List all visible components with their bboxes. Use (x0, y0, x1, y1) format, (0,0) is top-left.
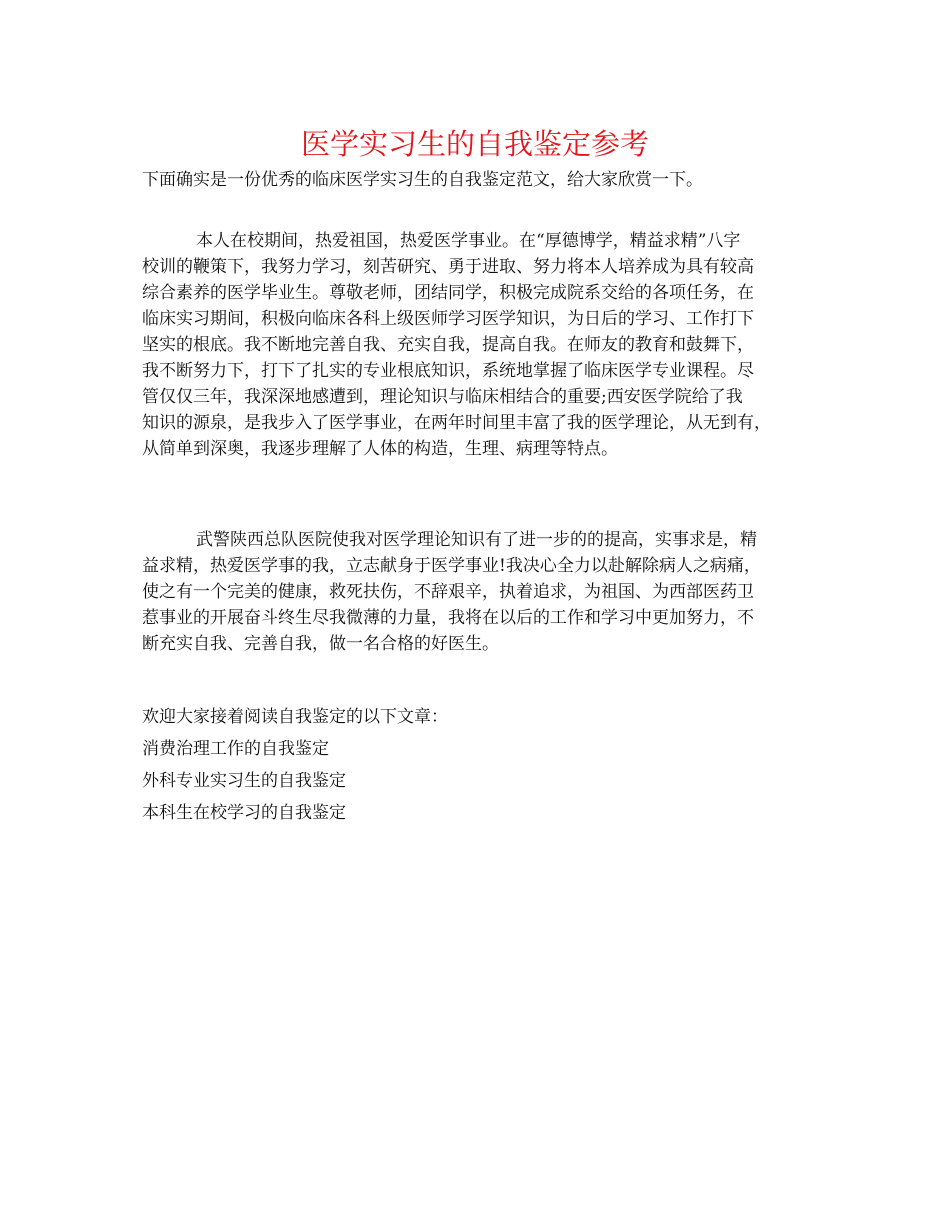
document-title: 医学实习生的自我鉴定参考 (300, 127, 649, 161)
paragraph2-line: 断充实自我、完善自我，做一名合格的好医生。 (142, 634, 499, 654)
related-link[interactable]: 消费治理工作的自我鉴定 (142, 739, 329, 759)
paragraph1-line: 管仅仅三年，我深深地感遭到，理论知识与临床相结合的重要;西安医学院给了我 (142, 387, 743, 407)
paragraph1-line: 临床实习期间，积极向临床各科上级医师学习医学知识，为日后的学习、工作打下 (142, 309, 754, 329)
paragraph1-line: 坚实的根底。我不断地完善自我、充实自我，提高自我。在师友的教育和鼓舞下， (142, 335, 754, 355)
paragraph1-line: 综合素养的医学毕业生。尊敬老师，团结同学，积极完成院系交给的各项任务，在 (142, 283, 754, 303)
paragraph1-line: 从简单到深奥，我逐步理解了人体的构造，生理、病理等特点。 (142, 439, 618, 459)
intro-line: 下面确实是一份优秀的临床医学实习生的自我鉴定范文，给大家欣赏一下。 (142, 170, 703, 190)
related-link[interactable]: 本科生在校学习的自我鉴定 (142, 803, 346, 823)
paragraph2-line: 益求精，热爱医学事的我，立志献身于医学事业!我决心全力以赴解除病人之病痛， (142, 556, 761, 576)
paragraph1-line: 我不断努力下，打下了扎实的专业根底知识，系统地掌握了临床医学专业课程。尽 (142, 361, 754, 381)
paragraph2-line: 武警陕西总队医院使我对医学理论知识有了进一步的的提高，实事求是，精 (196, 530, 757, 550)
related-heading: 欢迎大家接着阅读自我鉴定的以下文章： (142, 707, 448, 727)
related-link[interactable]: 外科专业实习生的自我鉴定 (142, 771, 346, 791)
paragraph1-line: 校训的鞭策下，我努力学习，刻苦研究、勇于进取、努力将本人培养成为具有较高 (142, 257, 754, 277)
paragraph2-line: 惹事业的开展奋斗终生尽我微薄的力量，我将在以后的工作和学习中更加努力，不 (142, 608, 754, 628)
paragraph1-line: 知识的源泉，是我步入了医学事业，在两年时间里丰富了我的医学理论，从无到有， (142, 413, 771, 433)
paragraph1-line: 本人在校期间，热爱祖国，热爱医学事业。在“厚德博学，精益求精”八字 (196, 231, 741, 251)
paragraph2-line: 使之有一个完美的健康，救死扶伤，不辞艰辛，执着追求，为祖国、为西部医药卫 (142, 582, 754, 602)
